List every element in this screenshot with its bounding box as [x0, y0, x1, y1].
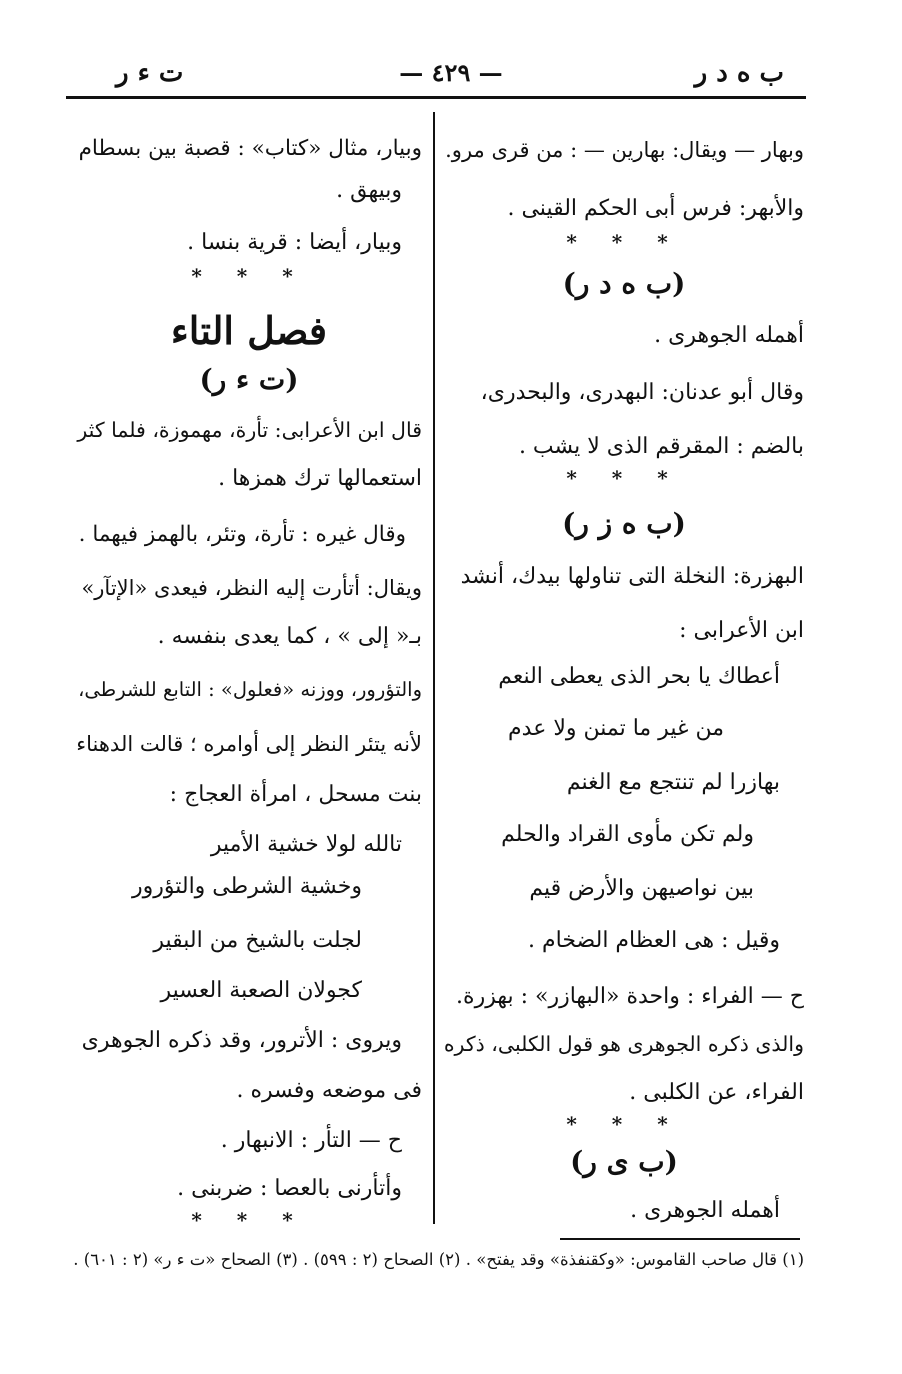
section-separator: * * * — [566, 230, 682, 254]
text-line: وبيار، مثال «كتاب» : قصبة بين بسطام — [78, 136, 422, 161]
text-line: ابن الأعرابى : — [679, 618, 804, 643]
footnotes: (١) قال صاحب القاموس: «وكقنفذة» وقد يفتح» . (٢) الصحاح (٢ : ٥٩٩) . (٣) الصحاح «ت ء ر» (٢ : ٦٠١) . — [73, 1250, 804, 1269]
verse-line: ولم تكن مأوى القراد والحلم — [501, 822, 754, 847]
verse-line: بهازرا لم تنتجع مع الغنم — [566, 770, 780, 795]
text-line: ح — التأر : الانبهار . — [220, 1128, 402, 1153]
footnote-rule — [560, 1238, 800, 1240]
chapter-heading: فصل التاء — [170, 308, 328, 353]
text-line: وقال غيره : تأرة، وتئر، بالهمز فيهما . — [78, 522, 406, 547]
section-separator: * * * — [191, 1208, 307, 1232]
section-separator: * * * — [566, 1112, 682, 1136]
root-heading: (ب ى ر) — [570, 1145, 678, 1178]
text-line: والذى ذكره الجوهرى هو قول الكلبى، ذكره — [443, 1032, 804, 1056]
column-divider — [433, 112, 435, 1224]
text-line: الفراء، عن الكلبى . — [629, 1080, 804, 1105]
text-line: والأبهر: فرس أبى الحكم القينى . — [507, 196, 804, 221]
text-line: أهمله الجوهرى . — [654, 323, 804, 348]
text-line: بـ« إلى » ، كما يعدى بنفسه . — [157, 624, 422, 649]
text-line: وقال أبو عدنان: البهدرى، والبحدرى، — [480, 380, 804, 405]
text-line: بنت مسحل ، امرأة العجاج : — [169, 782, 422, 807]
verse-line: وخشية الشرطى والتؤرور — [131, 874, 362, 899]
section-separator: * * * — [566, 466, 682, 490]
verse-line: لجلت بالشيخ من البقير — [153, 928, 362, 953]
text-line: وأتأرنى بالعصا : ضربنى . — [177, 1176, 402, 1201]
text-line: وقيل : هى العظام الضخام . — [528, 928, 780, 953]
header-right-root: ب ه د ر — [694, 58, 784, 88]
text-line: ويروى : الأترور، وقد ذكره الجوهرى — [81, 1028, 402, 1053]
text-line: لأنه يتئر النظر إلى أوامره ؛ قالت الدهناء — [76, 732, 422, 756]
verse-line: كجولان الصعبة العسير — [160, 978, 362, 1003]
text-line: ح — الفراء : واحدة «البهازر» : بهزرة. — [456, 984, 804, 1009]
text-line: قال ابن الأعرابى: تأرة، مهموزة، فلما كثر — [77, 418, 422, 442]
header-left-root: ت ء ر — [116, 58, 184, 88]
verse-line: أعطاك يا بحر الذى يعطى النعم — [498, 664, 780, 689]
text-line: وبهار — ويقال: بهارين — : من قرى مرو. — [445, 138, 804, 162]
text-line: استعمالها ترك همزها . — [218, 466, 422, 491]
text-line: أهمله الجوهرى . — [630, 1198, 780, 1223]
text-line: فى موضعه وفسره . — [236, 1078, 422, 1103]
root-heading: (ب ه د ر) — [562, 267, 686, 300]
verse-line: تالله لولا خشية الأمير — [210, 832, 402, 857]
verse-line: بين نواصيهن والأرض قيم — [529, 876, 754, 901]
root-heading: (ت ء ر) — [199, 363, 299, 396]
page-number: — ٤٢٩ — — [399, 58, 503, 87]
header-rule — [66, 96, 806, 99]
text-line: ويقال: أتأرت إليه النظر، فيعدى «الإتآر» — [81, 576, 422, 600]
section-separator: * * * — [191, 264, 307, 288]
text-line: وبيار، أيضا : قرية بنسا . — [187, 230, 402, 255]
text-line: البهزرة: النخلة التى تناولها بيدك، أنشد — [460, 564, 804, 589]
text-line: وبيهق . — [336, 178, 402, 203]
root-heading: (ب ه ز ر) — [562, 507, 686, 540]
text-line: بالضم : المقرقم الذى لا يشب . — [518, 434, 804, 459]
text-line: والتؤرور، ووزنه «فعلول» : التابع للشرطى، — [78, 678, 422, 701]
verse-line: من غير ما تمنن ولا عدم — [508, 716, 724, 741]
